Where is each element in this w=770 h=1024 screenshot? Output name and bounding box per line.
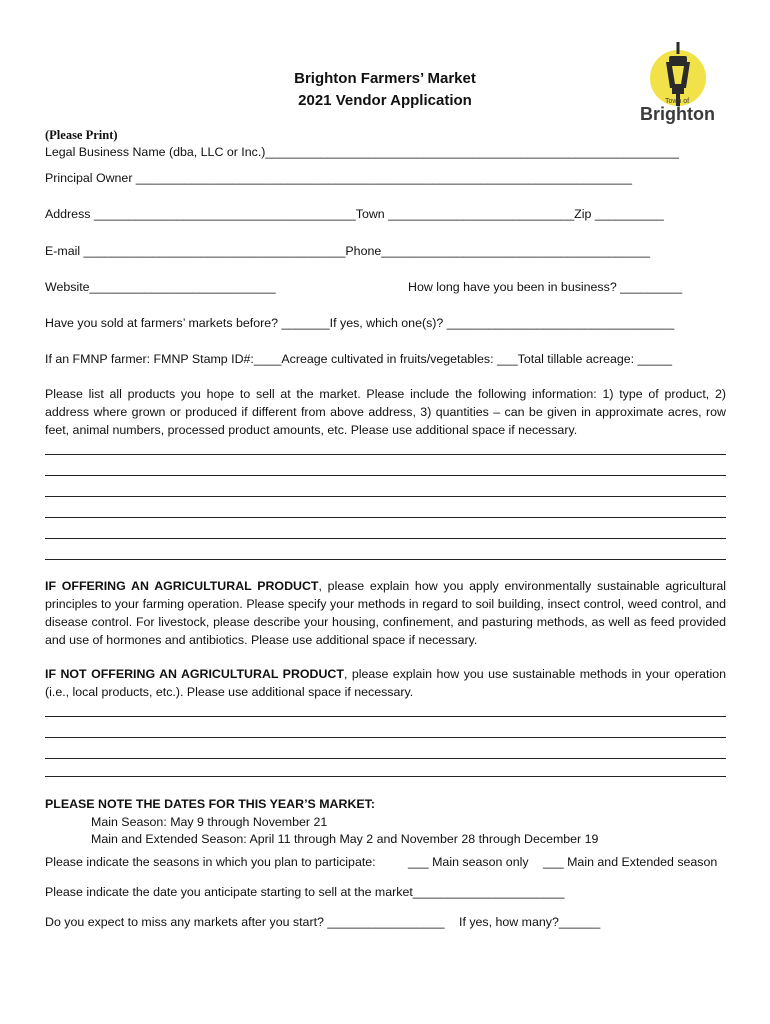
extended-season-dates: Main and Extended Season: April 11 through May 2 and November 28 through December 19	[91, 832, 599, 846]
non-agricultural-heading: IF NOT OFFERING AN AGRICULTURAL PRODUCT	[45, 667, 344, 681]
logo-town-of-text: Town of	[665, 98, 690, 105]
agricultural-instructions	[45, 577, 726, 649]
miss-markets-count-field[interactable]: If yes, how many?______	[459, 915, 601, 929]
sustainability-answer-line[interactable]	[45, 758, 726, 759]
main-and-extended-option[interactable]: ___ Main and Extended season	[543, 855, 718, 869]
products-instructions: Please list all products you hope to sell at the market. Please include the following information: 1) type of product, 2) address where grown or produced if different from above address, 3) quantities – can be given in approximate acres, row feet, animal numbers, processed product amounts, etc. Please use additional space if necessary.	[45, 387, 726, 437]
form-subtitle: 2021 Vendor Application	[298, 92, 472, 109]
legal-business-name-field[interactable]: Legal Business Name (dba, LLC or Inc.)____________________________________________________________	[45, 145, 679, 159]
products-answer-line[interactable]	[45, 559, 726, 560]
address-town-zip-field[interactable]: Address ______________________________________Town ___________________________Zip __________	[45, 207, 664, 221]
form-title: Brighton Farmers’ Market	[294, 70, 476, 87]
seasons-prompt: Please indicate the seasons in which you plan to participate:	[45, 855, 376, 869]
products-answer-line[interactable]	[45, 496, 726, 497]
non-agricultural-instructions	[45, 665, 726, 701]
fmnp-field[interactable]: If an FMNP farmer: FMNP Stamp ID#:____Acreage cultivated in fruits/vegetables: ___Total tillable acreage: _____	[45, 352, 672, 366]
start-date-field[interactable]: Please indicate the date you anticipate starting to sell at the market______________________	[45, 885, 565, 899]
products-answer-line[interactable]	[45, 454, 726, 455]
products-answer-line[interactable]	[45, 538, 726, 539]
years-in-business-field[interactable]: How long have you been in business? _________	[408, 280, 683, 294]
market-dates-heading: PLEASE NOTE THE DATES FOR THIS YEAR’S MARKET:	[45, 797, 375, 811]
agricultural-heading: IF OFFERING AN AGRICULTURAL PRODUCT	[45, 579, 319, 593]
non-agricultural-text: , please explain how you use sustainable methods in your operation (i.e., local products, etc.). Please use additional space if necessary.	[45, 667, 726, 699]
website-field[interactable]: Website___________________________	[45, 280, 276, 294]
sold-before-field[interactable]: Have you sold at farmers’ markets before? _______If yes, which one(s)? _________________________________	[45, 316, 675, 330]
miss-markets-field[interactable]: Do you expect to miss any markets after you start? _________________	[45, 915, 445, 929]
sustainability-answer-line[interactable]	[45, 716, 726, 717]
main-season-only-option[interactable]: ___ Main season only	[408, 855, 529, 869]
products-answer-line[interactable]	[45, 517, 726, 518]
agricultural-text: , please explain how you apply environmentally sustainable agricultural principles to your farming operation. Please specify your methods in regard to soil building, insect control, weed control, and disease control. For livestock, please describe your housing, confinement, and pasturing methods, as well as feed provided and use of hormones and antibiotics. Please use additional space if necessary.	[45, 579, 726, 647]
please-print-label: (Please Print)	[45, 128, 118, 142]
sustainability-answer-line[interactable]	[45, 737, 726, 738]
products-answer-line[interactable]	[45, 475, 726, 476]
sustainability-answer-line[interactable]	[45, 776, 726, 777]
principal-owner-field[interactable]: Principal Owner ________________________________________________________________________	[45, 171, 633, 185]
main-season-dates: Main Season: May 9 through November 21	[91, 815, 328, 829]
email-phone-field[interactable]: E-mail ______________________________________Phone_______________________________________	[45, 244, 650, 258]
logo-brighton-text: Brighton	[640, 104, 715, 124]
